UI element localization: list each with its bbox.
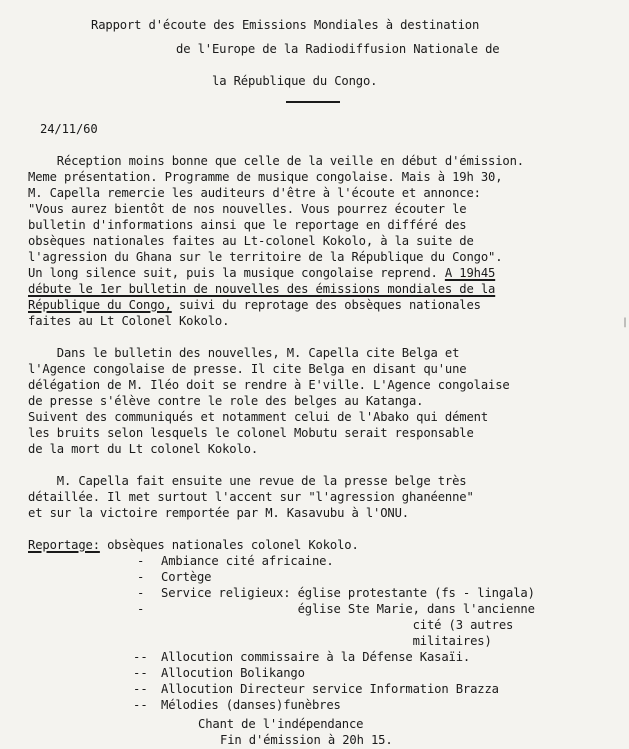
reportage-item-5: cité (3 autres	[161, 618, 514, 632]
bullet-dash-4: -	[137, 602, 145, 616]
para1-line-8-text: Un long silence suit, puis la musique congolaise reprend.	[28, 266, 438, 280]
reportage-item-6: militaires)	[161, 634, 492, 648]
header-line-1: Rapport d'écoute des Emissions Mondiales à destination	[91, 18, 480, 32]
para3-line-2: détaillée. Il met surtout l'accent sur "l'agression ghanéenne"	[28, 490, 474, 504]
para1-line-8	[28, 265, 495, 281]
para1-line-4: "Vous aurez bientôt de nos nouvelles. Vous pourrez écouter le	[28, 202, 467, 216]
reportage-item-10: Mélodies (danses)funèbres	[161, 698, 341, 712]
reportage-item-2: Cortège	[161, 570, 212, 584]
para2-line-1: Dans le bulletin des nouvelles, M. Capella cite Belga et	[28, 346, 460, 360]
reportage-item-9: Allocution Directeur service Information Brazza	[161, 682, 499, 696]
bullet-dash-3: -	[137, 586, 145, 600]
reportage-item-3: Service religieux: église protestante (fs - lingala)	[161, 586, 535, 600]
bullet-dash-6: --	[133, 666, 148, 680]
para2-line-5: Suivent des communiqués et notamment celui de l'Abako qui dément	[28, 410, 488, 424]
para1-line-5: bulletin d'informations ainsi que le reportage en différé des	[28, 218, 467, 232]
para1-bulletin-line: débute le 1er bulletin de nouvelles des émissions mondiales de la	[28, 282, 496, 296]
closing-anthem: Chant de l'indépendance	[198, 717, 364, 731]
date: 24/11/60	[40, 122, 98, 136]
time-1945: A 19h45	[444, 266, 496, 280]
para1-last-line: faites au Lt Colonel Kokolo.	[28, 314, 230, 328]
para2-line-2: l'Agence congolaise de presse. Il cite Belga en disant qu'une	[28, 362, 467, 376]
closing-end: Fin d'émission à 20h 15.	[220, 733, 393, 747]
reportage-item-8: Allocution Bolikango	[161, 666, 305, 680]
reportage-item-7: Allocution commissaire à la Défense Kasaïi.	[161, 650, 471, 664]
reportage-title: obsèques nationales colonel Kokolo.	[99, 538, 359, 552]
reportage-item-1: Ambiance cité africaine.	[161, 554, 334, 568]
header-line-2: de l'Europe de la Radiodiffusion Nationale de	[176, 42, 500, 56]
bullet-dash-7: --	[133, 682, 148, 696]
reportage-heading	[28, 537, 359, 553]
reportage-label: Reportage:	[28, 538, 100, 552]
para3-line-1: M. Capella fait ensuite une revue de la presse belge très	[28, 474, 467, 488]
republique-du-congo-underlined: République du Congo,	[28, 298, 172, 312]
header-rule	[286, 101, 340, 103]
para2-line-6: les bruits selon lesquels le colonel Mobutu serait responsable	[28, 426, 474, 440]
bullet-dash-2: -	[137, 570, 145, 584]
bullet-dash-5: --	[133, 650, 148, 664]
para1-congo-line	[28, 297, 481, 313]
para1-line-2: Meme présentation. Programme de musique congolaise. Mais à 19h 30,	[28, 170, 503, 184]
para3-line-3: et sur la victoire remportée par M. Kasavubu à l'ONU.	[28, 506, 409, 520]
header-line-3: la République du Congo.	[212, 74, 378, 88]
para2-line-7: de la mort du Lt colonel Kokolo.	[28, 442, 258, 456]
para1-congo-rest: suivi du reprotage des obsèques nationales	[171, 298, 481, 312]
margin-mark: |	[622, 317, 629, 328]
para1-line-1: Réception moins bonne que celle de la veille en début d'émission.	[28, 154, 524, 168]
para2-line-3: délégation de M. Iléo doit se rendre à E'ville. L'Agence congolaise	[28, 378, 510, 392]
bullet-dash-1: -	[137, 554, 145, 568]
para2-line-4: de presse s'élève contre le role des belges au Katanga.	[28, 394, 424, 408]
para1-line-3: M. Capella remercie les auditeurs d'être à l'écoute et annonce:	[28, 186, 481, 200]
para1-line-7: l'agression du Ghana sur le territoire de la République du Congo".	[28, 250, 503, 264]
para1-line-6: obsèques nationales faites au Lt-colonel Kokolo, à la suite de	[28, 234, 474, 248]
bullet-dash-8: --	[133, 698, 148, 712]
reportage-item-4: église Ste Marie, dans l'ancienne	[161, 602, 535, 616]
